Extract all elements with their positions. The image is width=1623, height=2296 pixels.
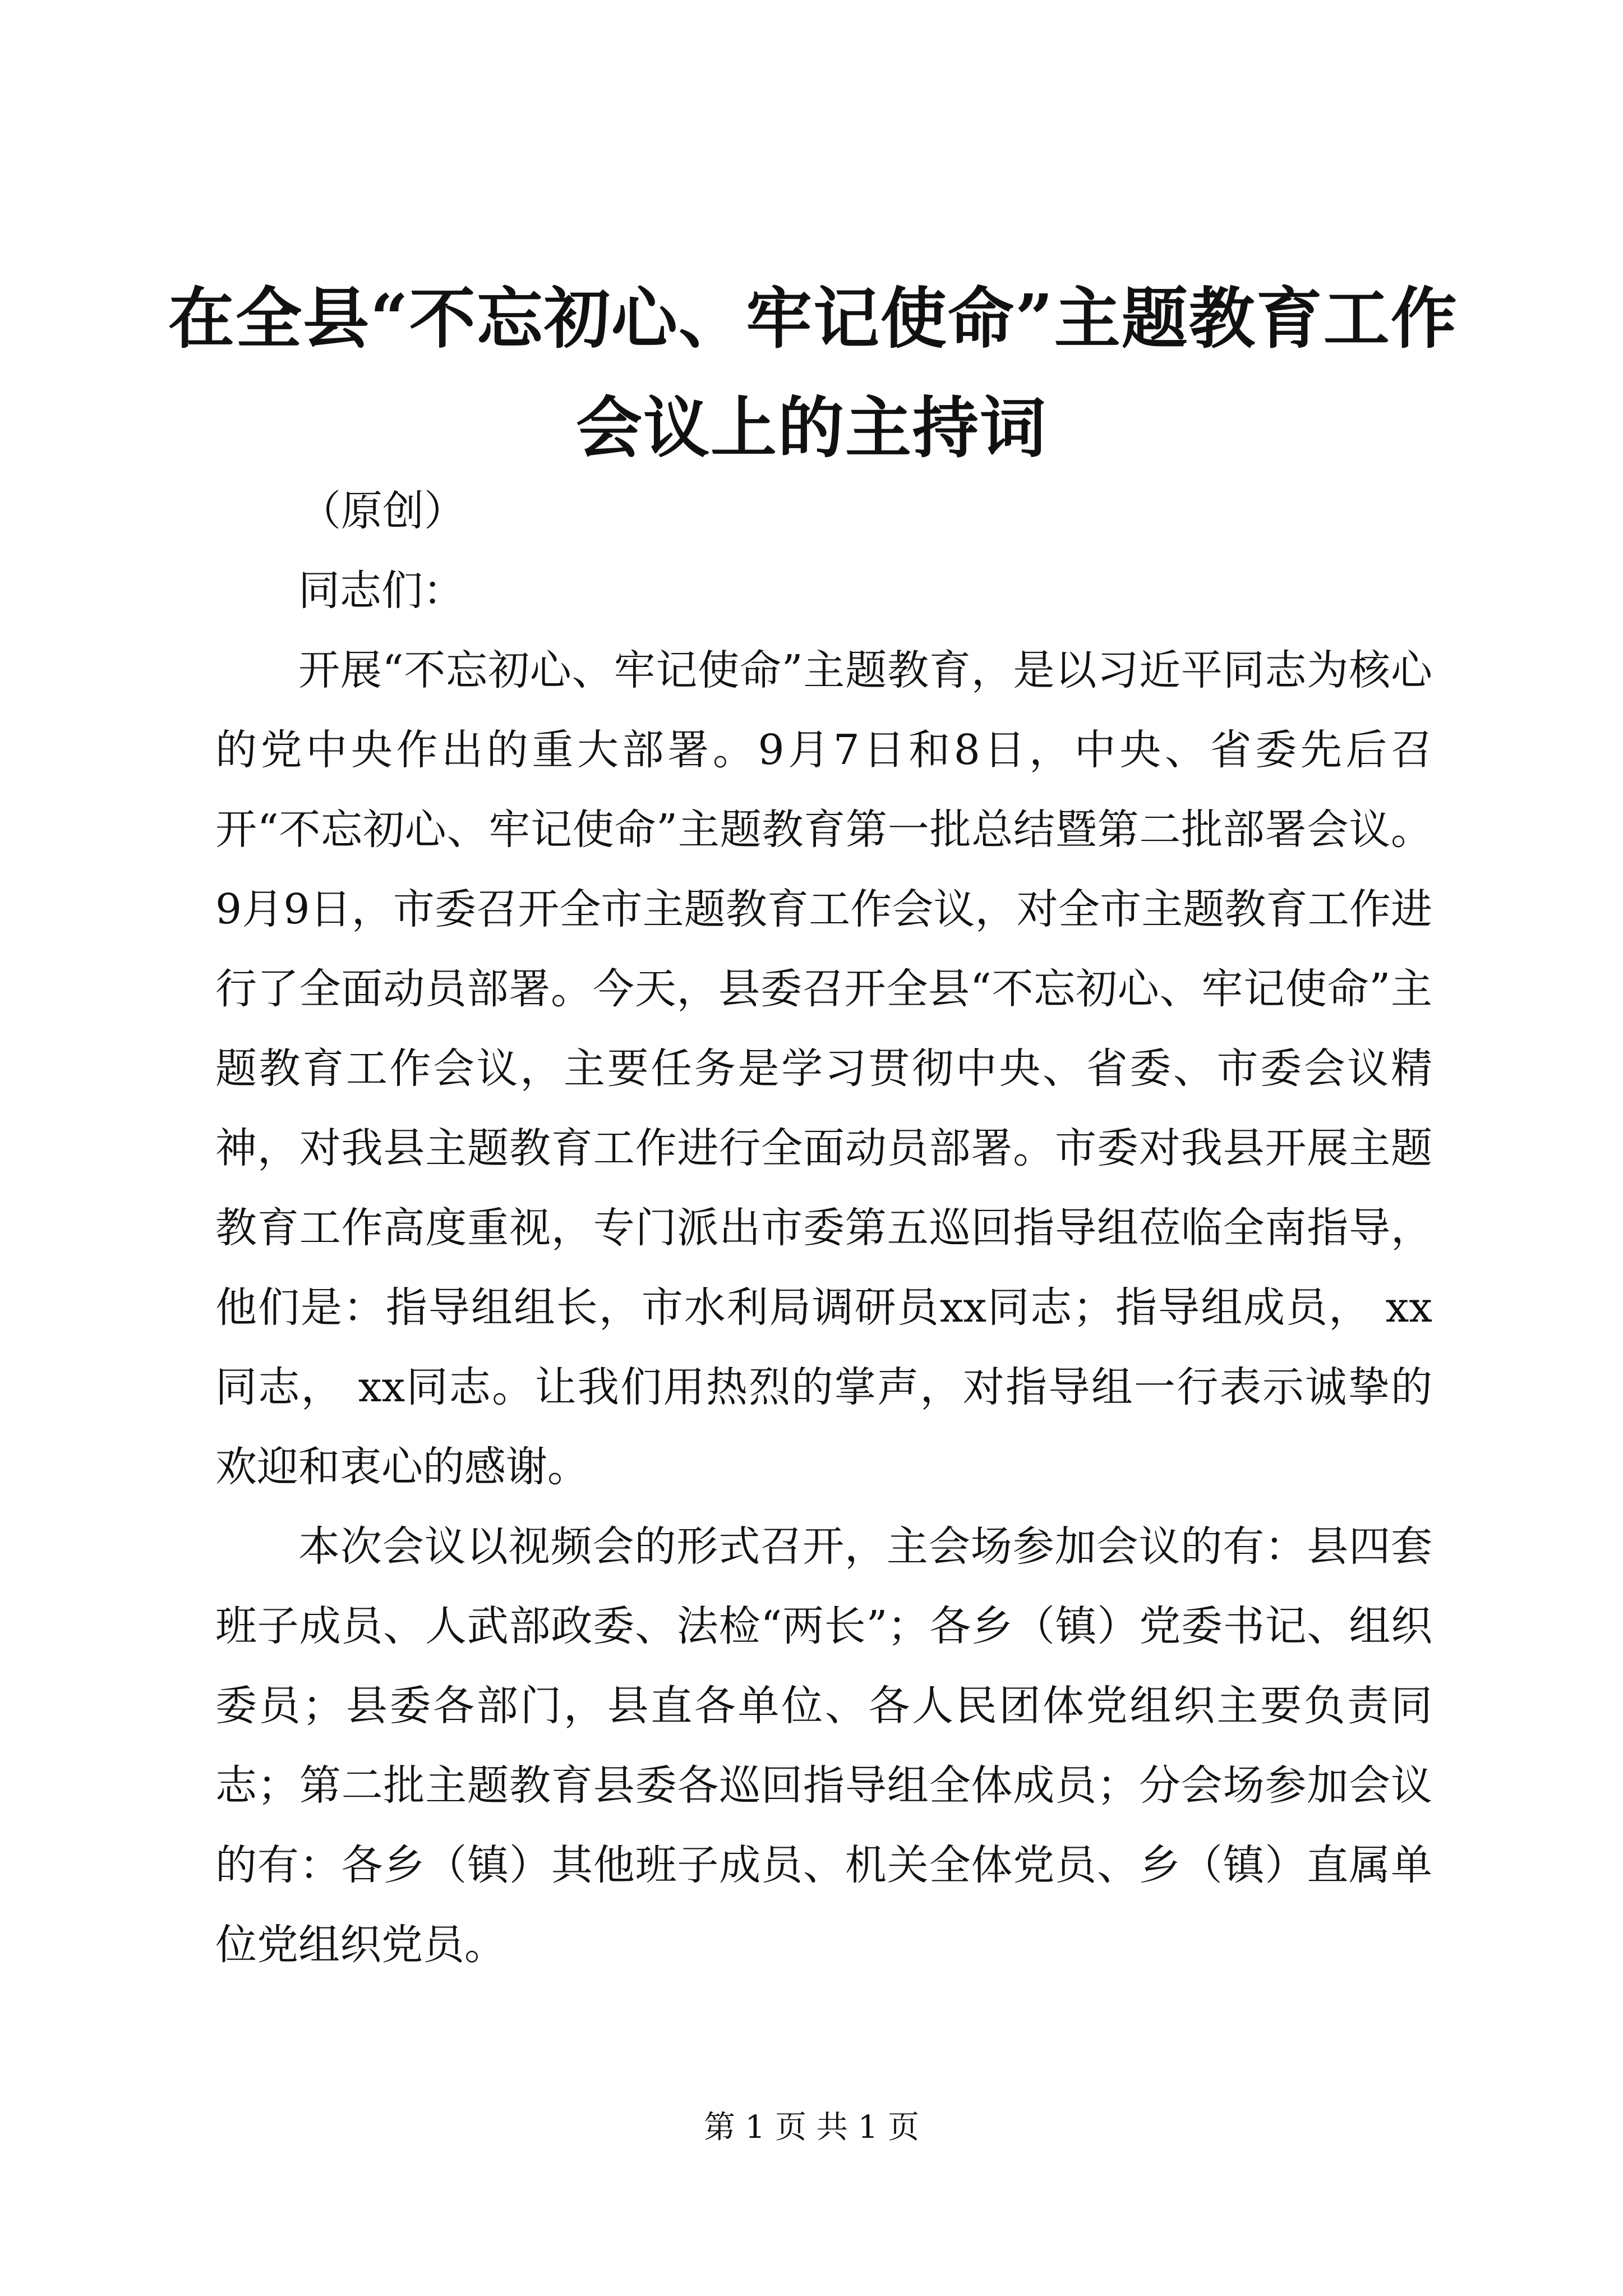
paragraph-2: 本次会议以视频会的形式召开，主会场参加会议的有：县四套班子成员、人武部政委、法检“两长”；各乡（镇）党委书记、组织委员；县委各部门，县直各单位、各人民团体党组织主要负责同志；第二批主题教育县委各巡回指导组全体成员；分会场参加会议的有：各乡（镇）其他班子成员、机关全体党员、乡（镇）直属单位党组织党员。 — [215, 1522, 1432, 1969]
page-footer: 第 1 页 共 1 页 — [703, 2109, 920, 2146]
title-line-1: 在全县“不忘初心、牢记使命”主题教育工作 — [168, 279, 1458, 357]
title-line-2: 会议上的主持词 — [575, 389, 1047, 467]
document-title — [168, 264, 1458, 482]
paragraph-1: 开展“不忘初心、牢记使命”主题教育，是以习近平同志为核心的党中央作出的重大部署。9月7日和8日，中央、省委先后召开“不忘初心、牢记使命”主题教育第一批总结暨第二批部署会议。9月9日，市委召开全市主题教育工作会议，对全市主题教育工作进行了全面动员部署。今天，县委召开全县“不忘初心、牢记使命”主题教育工作会议，主要任务是学习贯彻中央、省委、市委会议精神，对我县主题教育工作进行全面动员部署。市委对我县开展主题教育工作高度重视，专门派出市委第五巡回指导组莅临全南指导，他们是：指导组组长，市水利局调研员xx同志；指导组成员， xx同志， xx同志。让我们用热烈的掌声，对指导组一行表示诚挚的欢迎和衷心的感谢。 — [215, 646, 1432, 1491]
subtitle: （原创） — [299, 487, 465, 535]
document-body — [215, 471, 1432, 1985]
greeting: 同志们： — [298, 567, 464, 615]
